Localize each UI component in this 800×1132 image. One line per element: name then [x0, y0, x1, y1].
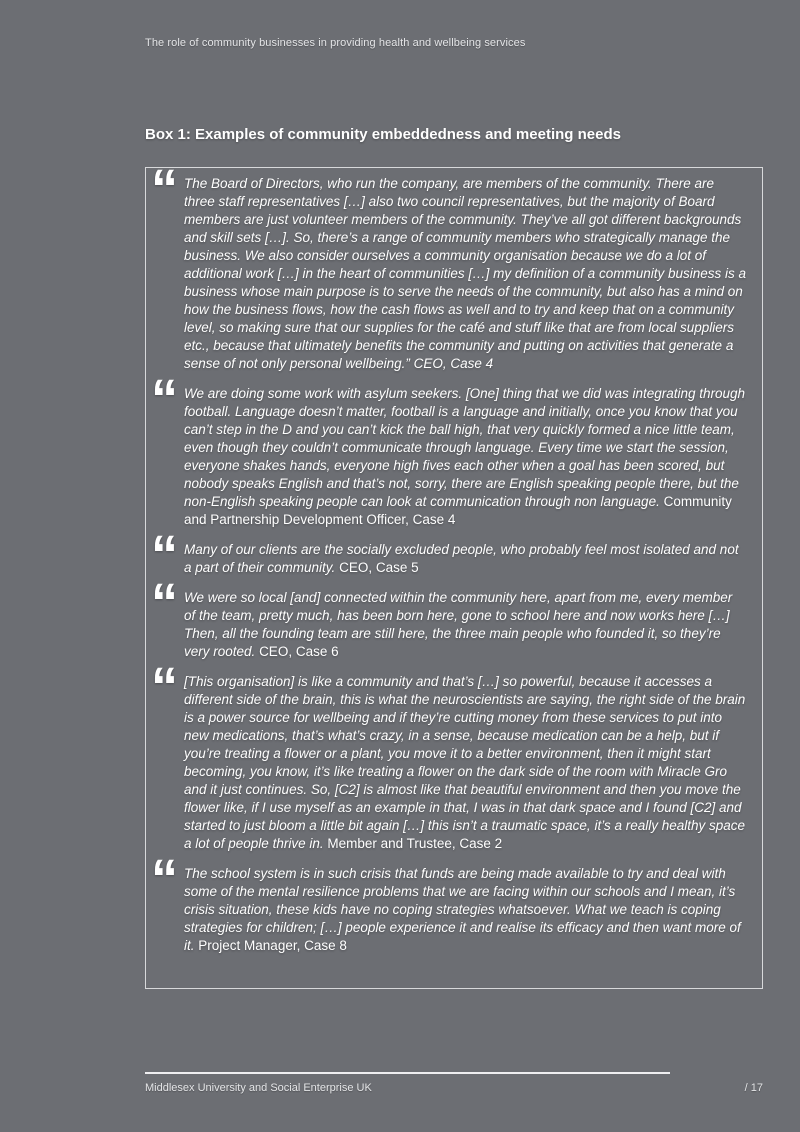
- footer-divider: [145, 1072, 670, 1074]
- quote-block: [151, 657, 746, 853]
- quote-mark-icon: “: [151, 849, 178, 909]
- quote-block: [151, 573, 746, 661]
- footer-page-number: / 17: [744, 1082, 763, 1094]
- quote-attribution: Community and Partnership Development Officer, Case 4: [184, 494, 732, 527]
- quote-block: [151, 525, 746, 585]
- quote-text: The school system is in such crisis that funds are being made available to try and deal with some of the mental resilience problems that we are facing within our schools and I mean, it’s crisis situation, these kids have no coping strategies whatsoever. What we teach is coping strategies for children; […] people experience it and realise its efficacy and then want more of it.: [184, 866, 741, 953]
- quote-mark-icon: “: [151, 167, 178, 219]
- quote-block: [151, 369, 746, 529]
- quote-text: Many of our clients are the socially excluded people, who probably feel most isolated and not a part of their community.: [184, 542, 739, 575]
- box-title: Box 1: Examples of community embeddedness and meeting needs: [145, 126, 621, 143]
- quote-mark-icon: “: [151, 573, 178, 633]
- quote-attribution: CEO, Case 6: [259, 644, 339, 659]
- quote-attribution: Project Manager, Case 8: [198, 938, 347, 953]
- quote-box: [145, 167, 763, 989]
- quote-text: We are doing some work with asylum seekers. [One] thing that we did was integrating through football. Language doesn’t matter, football is a language and initially, once you know that you can’t step in the D and you can’t kick the ball high, that very quickly formed a nice little team, even though they couldn’t communicate through language. Every time we start the session, everyone shakes hands, everyone high fives each other when a goal has been scored, but nobody speaks English and that’s not, sorry, there are English speaking people there, but the non-English speaking people can look at communication through non language.: [184, 386, 746, 509]
- quote-attribution: CEO, Case 4: [413, 356, 494, 371]
- quote-attribution: CEO, Case 5: [339, 560, 419, 575]
- quote-text: We were so local [and] connected within the community here, apart from me, every member of the team, pretty much, has been born here, gone to school here and now works here […] Then, all the founding team are still here, the three main people who founded it, so they’re very rooted.: [184, 590, 733, 659]
- footer-org: Middlesex University and Social Enterprise UK: [145, 1082, 372, 1094]
- quote-mark-icon: “: [151, 525, 178, 585]
- running-header: The role of community businesses in providing health and wellbeing services: [145, 37, 526, 49]
- quote-text: The Board of Directors, who run the company, are members of the community. There are three staff representatives […] also two council representatives, but the majority of Board members are just volunteer members of the community. They’ve all got different backgrounds and skill sets […]. So, there’s a range of community members who strategically manage the business. We also consider ourselves a community organisation because we do a lot of additional work […] in the heart of communities […] my definition of a community business is a business whose main purpose is to serve the needs of the community, but also has a mind on how the business flows, how the cash flows as well and to try and keep that on a community level, so making sure that our supplies for the café and stuff like that are from local suppliers etc., because that ultimately benefits the community and putting on activities that generate a sense of not only personal wellbeing.”: [184, 176, 746, 371]
- quote-block: [151, 849, 746, 955]
- quote-attribution: Member and Trustee, Case 2: [327, 836, 503, 851]
- quote-text: [This organisation] is like a community and that’s […] so powerful, because it accesses a different side of the brain, this is what the neuroscientists are saying, the right side of the brain is a power source for wellbeing and if they’re cutting money from these services to put into new medications, that’s what’s crazy, in a sense, because medication can be a help, but if you’re treating a flower or a plant, you move it to a better environment, then it might start becoming, you know, it’s like treating a flower on the dark side of the room with Miracle Gro and it just continues. So, [C2] is almost like that beautiful environment and then you move the flower like, if I use myself as an example in that, I was in that dark space and I found [C2] and started to just bloom a little bit again […] this isn’t a traumatic space, it’s a really healthy space a lot of people thrive in.: [184, 674, 746, 851]
- quote-mark-icon: “: [151, 369, 178, 429]
- quote-block: [151, 167, 746, 373]
- page-footer: [145, 1082, 763, 1094]
- quote-mark-icon: “: [151, 657, 178, 717]
